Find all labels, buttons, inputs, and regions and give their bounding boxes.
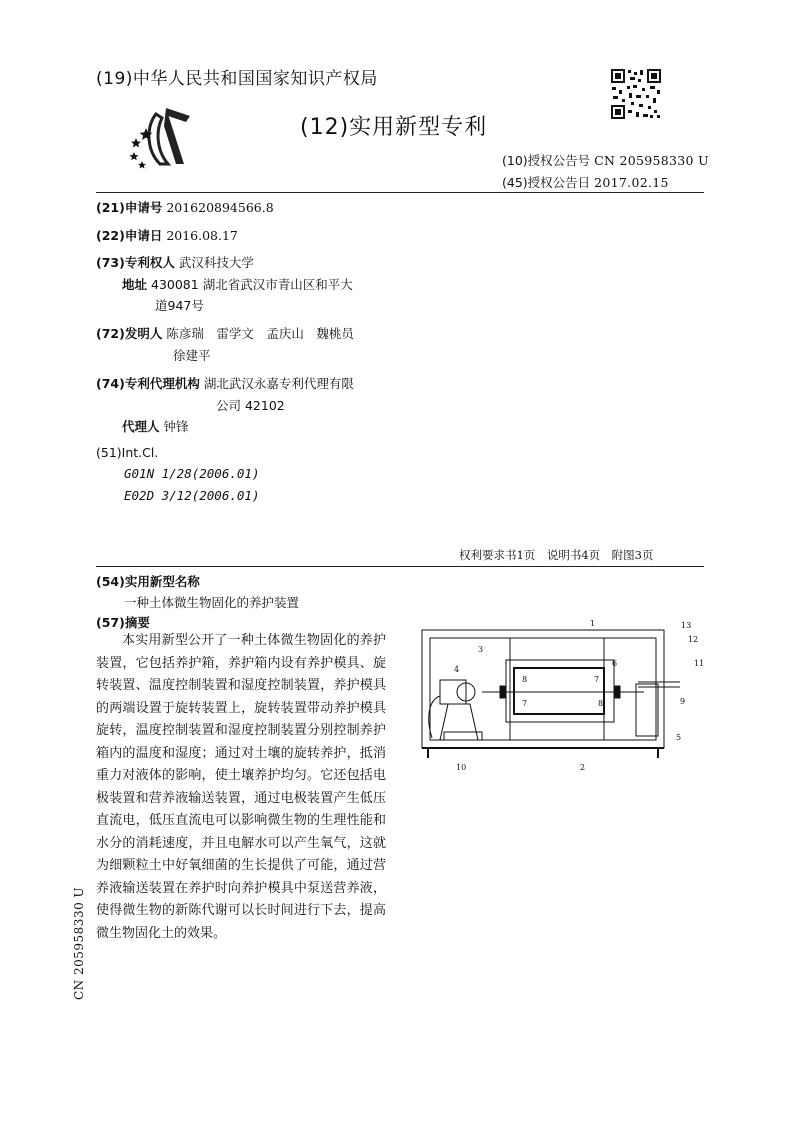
callout-label: 5 [676, 733, 682, 742]
callout-label: 12 [688, 635, 699, 644]
callout-label: 7 [522, 699, 528, 708]
callout-label: 6 [612, 659, 618, 668]
publication-number [502, 151, 709, 169]
curing-device-drawing [418, 620, 708, 780]
callout-label: 2 [580, 763, 586, 772]
utility-model-title-label [96, 572, 200, 590]
callout-label: 11 [694, 659, 705, 668]
patent-agency-line-2: 公司 42102 [216, 398, 285, 413]
qr-code-icon [610, 68, 662, 120]
int-cl-label: (51)Int.Cl. [96, 445, 159, 460]
patent-agency [96, 374, 354, 392]
application-number [96, 198, 274, 216]
ipc-date: (2006.01) [191, 488, 260, 503]
figure-callouts [454, 620, 704, 772]
patentee [96, 253, 254, 271]
patent-agency-line-1: 湖北武汉永嘉专利代理有限 [203, 376, 354, 391]
callout-label: 8 [522, 675, 528, 684]
application-date [96, 226, 238, 244]
callout-label: 10 [456, 763, 467, 772]
office-name: (19)中华人民共和国国家知识产权局 [96, 69, 378, 89]
patentee-value: 武汉科技大学 [178, 255, 254, 270]
address-label: 地址 [122, 277, 148, 292]
abstract-label [96, 613, 150, 631]
bearing-right [614, 686, 620, 698]
publication-date-value: 2017.02.15 [594, 175, 669, 190]
patent-type-title: (12)实用新型专利 [300, 115, 488, 140]
curing-box-outer [422, 630, 664, 748]
callout-label: 8 [598, 699, 604, 708]
address [122, 275, 353, 293]
side-publication-code: CN 205958330 U [72, 886, 86, 1000]
curing-mould-frame [506, 660, 614, 722]
ipc-code: G01N 1/28 [124, 466, 192, 481]
bearing-left [500, 686, 506, 698]
publication-date [502, 173, 669, 191]
utility-model-title-label-text: (54)实用新型名称 [96, 574, 200, 589]
inventors-line-2: 徐建平 [173, 348, 211, 363]
abstract-label-text: (57)摘要 [96, 615, 150, 630]
callout-label: 7 [594, 675, 600, 684]
publication-date-label: (45)授权公告日 [502, 175, 591, 190]
agent-label: 代理人 [122, 419, 160, 434]
callout-label: 3 [478, 645, 484, 654]
ipc-entry [124, 466, 259, 481]
publication-number-value: CN 205958330 U [594, 153, 709, 168]
cnipa-logo-icon [126, 106, 204, 172]
application-date-value: 2016.08.17 [166, 228, 238, 243]
curing-box-inner [430, 638, 656, 740]
ipc-date: (2006.01) [191, 466, 260, 481]
address-line-1: 430081 湖北省武汉市青山区和平大 [151, 277, 353, 292]
publication-number-label: (10)授权公告号 [502, 153, 591, 168]
pages-summary: 权利要求书1页 说明书4页 附图3页 [459, 548, 654, 562]
patentee-label: (73)专利权人 [96, 255, 175, 270]
agent-value: 钟锋 [163, 419, 189, 434]
inventors-label: (72)发明人 [96, 326, 163, 341]
address-line-2: 道947号 [155, 298, 204, 313]
utility-model-title: 一种土体微生物固化的养护装置 [124, 595, 300, 610]
motor-stand [440, 704, 478, 740]
pages-divider [96, 566, 704, 567]
inventors-line-1: 陈彦瑞 雷学文 孟庆山 魏桃员 [166, 326, 354, 341]
ipc-code: E02D 3/12 [124, 488, 192, 503]
inventors [96, 324, 354, 342]
callout-label: 1 [590, 620, 596, 628]
ipc-entry [124, 488, 259, 503]
callout-label: 9 [680, 697, 686, 706]
application-number-value: 201620894566.8 [166, 200, 274, 215]
application-number-label: (21)申请号 [96, 200, 163, 215]
callout-label: 4 [454, 665, 460, 674]
header-divider [96, 192, 704, 193]
patent-agency-label: (74)专利代理机构 [96, 376, 200, 391]
application-date-label: (22)申请日 [96, 228, 163, 243]
curing-mould [514, 668, 604, 714]
inner-chamber [510, 638, 604, 740]
abstract-text: 本实用新型公开了一种土体微生物固化的养护装置，它包括养护箱，养护箱内设有养护模具、旋转装置、温度控制装置和湿度控制装置，养护模具的两端设置于旋转装置上，旋转装置带动养护模具旋转，温度控制装置和湿度控制装置分别控制养护箱内的温度和湿度；通过对土壤的旋转养护，抵消重力对液体的影响，使土壤养护均匀。它还包括电极装置和营养液输送装置，通过电极装置产生低压直流电，低压直流电可以影响微生物的生理性能和水分的消耗速度，并且电解水可以产生氧气，这就为细颗粒土中好氧细菌的生长提供了可能，通过营养液输送装置在养护时向养护模具中泵送营养液，使得微生物的新陈代谢可以长时间进行下去，提高微生物固化土的效果。 [96, 633, 386, 941]
callout-label: 13 [681, 621, 692, 630]
agent [122, 417, 189, 435]
